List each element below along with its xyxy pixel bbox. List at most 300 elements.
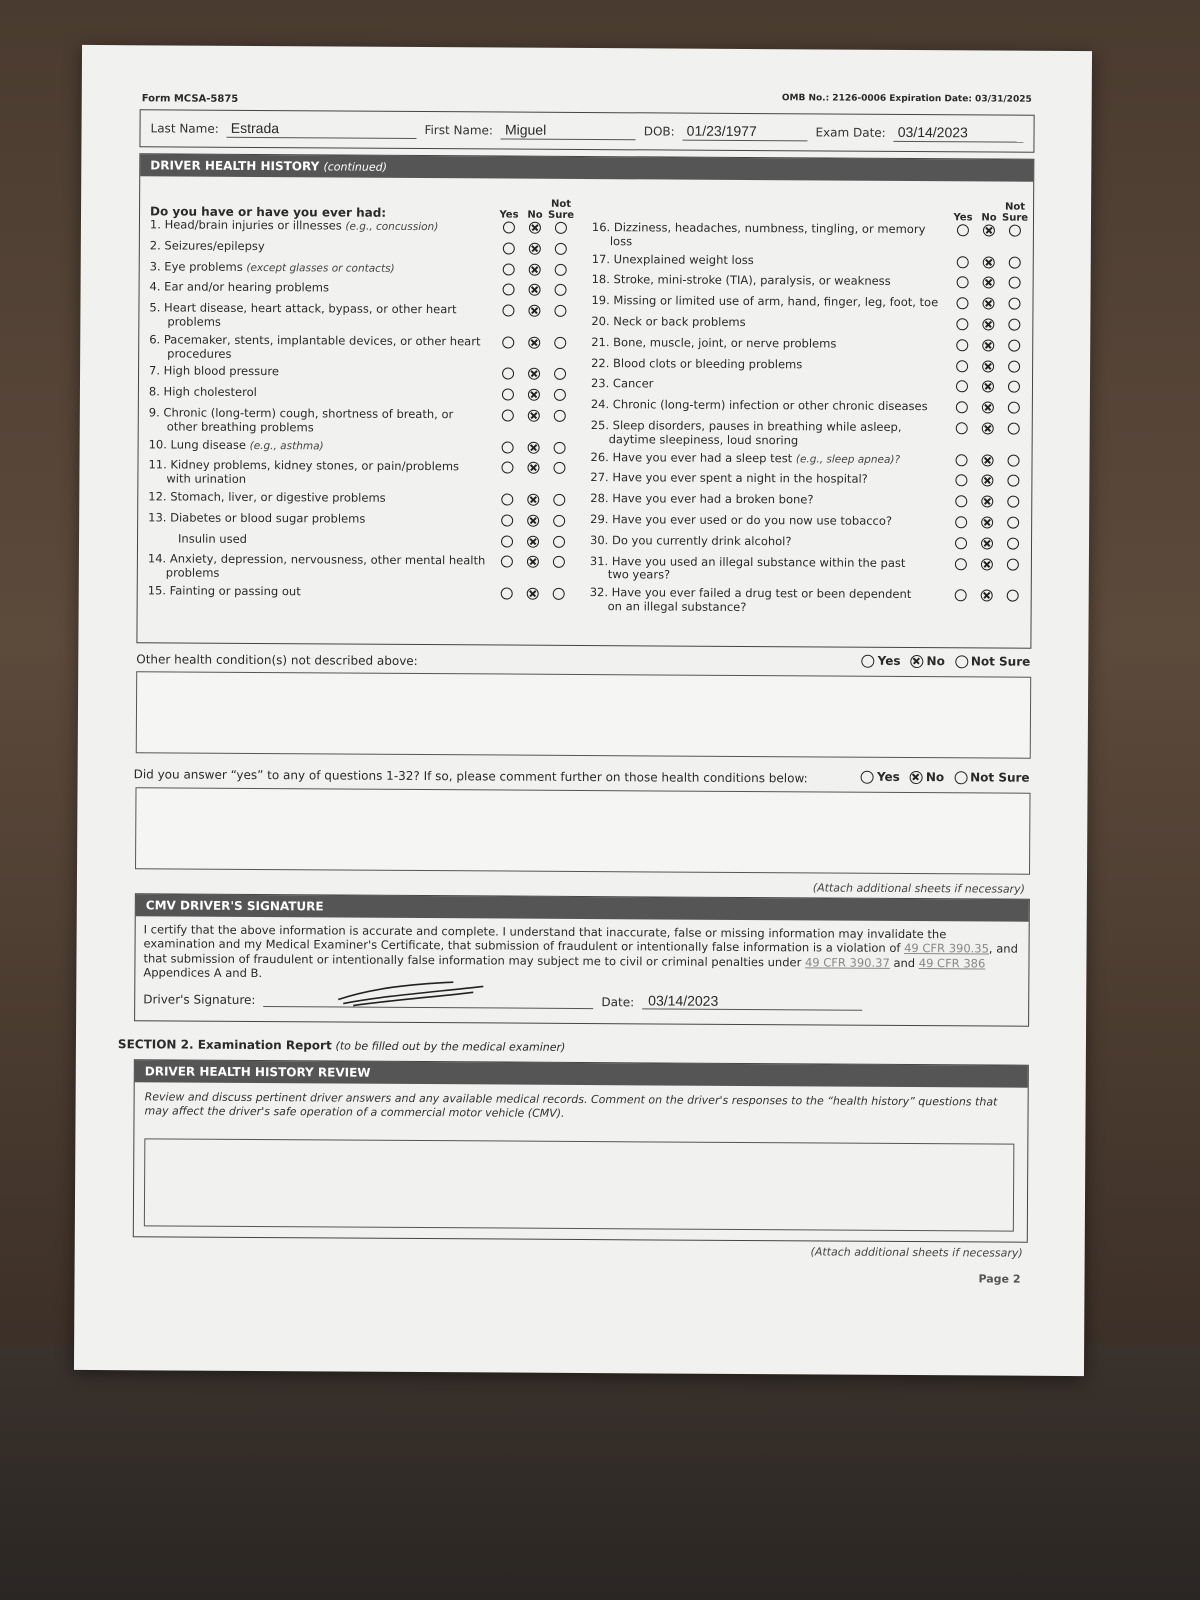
form-page — [74, 45, 1092, 1376]
answer-notsure-radio[interactable] — [1002, 276, 1028, 289]
left-column-header — [146, 182, 574, 221]
question-text: 12. Stomach, liver, or digestive problems — [148, 489, 386, 505]
radio-empty-icon — [955, 475, 967, 487]
question-row — [587, 357, 1027, 373]
cfr-link-386[interactable]: 49 CFR 386 — [918, 955, 986, 971]
other-conditions-options — [862, 654, 1031, 669]
radio-empty-icon — [501, 535, 513, 547]
radio-empty-icon — [956, 360, 968, 372]
question-text: 18. Stroke, mini-stroke (TIA), paralysis, or weakness — [591, 272, 891, 289]
answer-yes-radio[interactable] — [496, 241, 522, 254]
followup-yes-option[interactable]: Yes — [861, 770, 900, 784]
radio-checked-icon — [981, 590, 993, 602]
question-row — [146, 239, 574, 255]
question-text: 13. Diabetes or blood sugar problems — [148, 510, 366, 526]
question-row — [588, 253, 1028, 269]
question-row — [145, 438, 573, 454]
no-header: No — [981, 212, 997, 224]
answer-notsure-radio[interactable] — [546, 493, 572, 506]
question-row — [586, 534, 1026, 550]
radio-empty-icon — [955, 537, 967, 549]
question-text: 30. Do you currently drink alcohol? — [590, 532, 792, 549]
radio-empty-icon — [502, 441, 514, 453]
answer-no-radio[interactable] — [521, 367, 547, 380]
radio-empty-icon — [954, 771, 967, 784]
answer-notsure-radio[interactable] — [548, 283, 574, 296]
answer-yes-radio[interactable] — [495, 304, 521, 317]
radio-empty-icon — [554, 368, 566, 380]
followup-options — [861, 770, 1030, 785]
radio-empty-icon — [503, 263, 515, 275]
radio-checked-icon — [529, 222, 541, 234]
question-text: 24. Chronic (long-term) infection or other chronic diseases — [590, 397, 928, 414]
radio-empty-icon — [955, 655, 968, 668]
section-2-heading: SECTION 2. Examination Report (to be filled out by the medical examiner) — [117, 1037, 566, 1054]
radio-empty-icon — [1008, 298, 1020, 310]
question-text: 29. Have you ever used or do you now use tobacco? — [590, 511, 893, 528]
answer-no-radio[interactable] — [975, 380, 1001, 393]
answer-yes-radio[interactable] — [948, 588, 974, 601]
answer-notsure-radio[interactable] — [1001, 338, 1027, 351]
answer-no-radio[interactable] — [521, 409, 547, 422]
not-sure-header: Not Sure — [1001, 201, 1029, 224]
exam-date-field[interactable]: 03/14/2023 — [894, 124, 1024, 143]
question-row — [586, 513, 1026, 529]
answer-yes-radio[interactable] — [949, 380, 975, 393]
review-attach-note: (Attach additional sheets if necessary) — [810, 1245, 1023, 1260]
radio-empty-icon — [956, 381, 968, 393]
cfr-link-390-35[interactable]: 49 CFR 390.35 — [904, 941, 990, 956]
radio-checked-icon — [527, 588, 539, 600]
answer-yes-radio[interactable] — [494, 534, 520, 547]
cfr-link-390-37[interactable]: 49 CFR 390.37 — [804, 955, 890, 970]
history-right-column — [586, 185, 1029, 620]
radio-checked-icon — [981, 516, 993, 528]
radio-empty-icon — [955, 558, 967, 570]
form-id: Form MCSA-5875 — [141, 93, 239, 105]
radio-checked-icon — [528, 389, 540, 401]
question-row — [587, 451, 1027, 467]
radio-checked-icon — [982, 298, 994, 310]
question-row — [144, 511, 572, 527]
question-text: 26. Have you ever had a sleep test (e.g., sleep apnea)? — [590, 449, 901, 466]
answer-yes-radio[interactable] — [948, 494, 974, 507]
answer-notsure-radio[interactable] — [1001, 318, 1027, 331]
radio-empty-icon — [955, 589, 967, 601]
answer-no-radio[interactable] — [974, 536, 1000, 549]
other-no-option[interactable]: No — [911, 654, 945, 668]
health-history-section — [136, 153, 1034, 648]
question-text: 25. Sleep disorders, pauses in breathing while asleep, daytime sleepiness, loud snoring — [590, 418, 902, 448]
answer-no-radio[interactable] — [522, 283, 548, 296]
radio-empty-icon — [502, 305, 514, 317]
attach-note: (Attach additional sheets if necessary) — [812, 881, 1025, 896]
dob-field[interactable]: 01/23/1977 — [683, 123, 808, 142]
history-prompt: Do you have or have you ever had: — [149, 204, 387, 220]
answer-notsure-radio[interactable] — [1002, 224, 1028, 237]
certification-text: I certify that the above information is accurate and complete. I understand that inaccurate, false or missing information may invalidate the examination and my Medical Examiner's Certificate, that submission of fraudulent or intentionally false information is a violation of 49 CFR 390.35, and that submission of fraudulent or intentionally false information may subject me to civil or criminal penalties under 49 CFR 390.37 and 49 CFR 386 Appendices A and B. — [143, 922, 1018, 981]
answer-yes-radio[interactable] — [495, 335, 521, 348]
history-left-column — [144, 182, 575, 607]
answer-yes-radio[interactable] — [494, 555, 520, 568]
question-row — [586, 492, 1026, 508]
radio-empty-icon — [554, 337, 566, 349]
radio-empty-icon — [555, 263, 567, 275]
question-text: 1. Head/brain injuries or illnesses (e.g., concussion) — [149, 217, 439, 234]
yes-header: Yes — [953, 212, 973, 224]
answer-yes-radio[interactable] — [496, 283, 522, 296]
radio-empty-icon — [1007, 496, 1019, 508]
radio-empty-icon — [553, 556, 565, 568]
radio-empty-icon — [502, 368, 514, 380]
question-row — [586, 471, 1026, 487]
radio-empty-icon — [553, 588, 565, 600]
radio-empty-icon — [956, 339, 968, 351]
radio-empty-icon — [862, 654, 875, 667]
radio-empty-icon — [501, 462, 513, 474]
radio-empty-icon — [1009, 225, 1021, 237]
question-row — [145, 333, 573, 363]
question-row — [587, 294, 1027, 310]
answer-yes-radio[interactable] — [949, 359, 975, 372]
answer-no-radio[interactable] — [975, 338, 1001, 351]
radio-checked-icon — [982, 454, 994, 466]
answer-no-radio[interactable] — [521, 335, 547, 348]
question-row — [587, 315, 1027, 331]
question-row — [146, 281, 574, 297]
radio-checked-icon — [981, 496, 993, 508]
radio-empty-icon — [957, 277, 969, 289]
radio-empty-icon — [553, 515, 565, 527]
answer-notsure-radio[interactable] — [1000, 495, 1026, 508]
review-comments-box[interactable] — [144, 1138, 1015, 1231]
question-text: 5. Heart disease, heart attack, bypass, or other heart problems — [149, 300, 457, 329]
question-row — [145, 365, 573, 381]
answer-notsure-radio[interactable] — [546, 514, 572, 527]
radio-empty-icon — [956, 422, 968, 434]
question-text: 8. High cholesterol — [148, 384, 257, 400]
answer-no-radio[interactable] — [975, 359, 1001, 372]
answer-yes-radio[interactable] — [496, 262, 522, 275]
answer-yes-radio[interactable] — [950, 255, 976, 268]
answer-no-radio[interactable] — [975, 453, 1001, 466]
radio-checked-icon — [911, 655, 924, 668]
question-text: 15. Fainting or passing out — [147, 583, 301, 599]
exam-date-label: Exam Date: — [815, 125, 886, 140]
radio-checked-icon — [528, 441, 540, 453]
question-row — [146, 218, 574, 234]
radio-checked-icon — [910, 770, 923, 783]
radio-empty-icon — [1008, 339, 1020, 351]
signature-label: Driver's Signature: — [143, 991, 256, 1007]
last-name-field[interactable]: Estrada — [227, 120, 417, 139]
first-name-field[interactable]: Miguel — [501, 121, 636, 140]
radio-checked-icon — [981, 475, 993, 487]
answer-no-radio[interactable] — [522, 221, 548, 234]
answer-no-radio[interactable] — [974, 515, 1000, 528]
yes-header: Yes — [499, 209, 519, 221]
answer-yes-radio[interactable] — [948, 474, 974, 487]
radio-checked-icon — [529, 263, 541, 275]
dob-label: DOB: — [643, 124, 675, 139]
radio-empty-icon — [861, 770, 874, 783]
radio-checked-icon — [528, 336, 540, 348]
question-text: 7. High blood pressure — [149, 363, 280, 379]
answer-yes-radio[interactable] — [949, 338, 975, 351]
no-header: No — [527, 209, 543, 221]
answer-no-radio[interactable] — [974, 474, 1000, 487]
radio-empty-icon — [1008, 454, 1020, 466]
answer-notsure-radio[interactable] — [1002, 255, 1028, 268]
answer-yes-radio[interactable] — [948, 557, 974, 570]
radio-checked-icon — [981, 558, 993, 570]
radio-empty-icon — [502, 409, 514, 421]
question-row — [586, 555, 1026, 585]
radio-empty-icon — [501, 493, 513, 505]
answer-no-radio[interactable] — [520, 534, 546, 547]
question-text: 4. Ear and/or hearing problems — [149, 279, 330, 295]
radio-checked-icon — [982, 339, 994, 351]
answer-no-radio[interactable] — [520, 555, 546, 568]
question-row — [144, 584, 572, 600]
question-text: 9. Chronic (long-term) cough, shortness of breath, or other breathing problems — [148, 405, 454, 435]
followup-label: Did you answer “yes” to any of questions 1-32? If so, please comment further on those health conditions below: — [133, 767, 808, 786]
question-text: 31. Have you used an illegal substance within the past two years? — [589, 553, 906, 582]
answer-notsure-radio[interactable] — [548, 221, 574, 234]
answer-notsure-radio[interactable] — [547, 388, 573, 401]
answer-notsure-radio[interactable] — [1000, 557, 1026, 570]
followup-textbox[interactable] — [135, 787, 1030, 874]
radio-checked-icon — [527, 556, 539, 568]
radio-empty-icon — [555, 284, 567, 296]
signature-title: CMV DRIVER'S SIGNATURE — [136, 894, 1029, 921]
radio-empty-icon — [957, 224, 969, 236]
answer-yes-radio[interactable] — [495, 408, 521, 421]
answer-no-radio[interactable] — [976, 255, 1002, 268]
question-row — [144, 553, 572, 583]
question-text: 22. Blood clots or bleeding problems — [591, 355, 803, 371]
radio-empty-icon — [1008, 319, 1020, 331]
radio-empty-icon — [956, 297, 968, 309]
question-text: 3. Eye problems (except glasses or contacts) — [149, 258, 395, 275]
radio-checked-icon — [983, 256, 995, 268]
radio-empty-icon — [955, 495, 967, 507]
omb-number: OMB No.: 2126-0006 Expiration Date: 03/31/2025 — [781, 93, 1032, 105]
radio-empty-icon — [955, 516, 967, 528]
answer-notsure-radio[interactable] — [1001, 422, 1027, 435]
answer-no-radio[interactable] — [974, 557, 1000, 570]
answer-yes-radio[interactable] — [495, 440, 521, 453]
radio-empty-icon — [554, 410, 566, 422]
question-row — [587, 377, 1027, 393]
answer-no-radio[interactable] — [522, 241, 548, 254]
question-text: 21. Bone, muscle, joint, or nerve problems — [591, 334, 837, 351]
answer-notsure-radio[interactable] — [547, 440, 573, 453]
answer-notsure-radio[interactable] — [1001, 359, 1027, 372]
question-text: 32. Have you ever failed a drug test or been dependent on an illegal substance? — [589, 585, 912, 614]
radio-empty-icon — [1008, 381, 1020, 393]
question-text: 17. Unexplained weight loss — [591, 251, 754, 267]
radio-empty-icon — [503, 222, 515, 234]
radio-checked-icon — [529, 284, 541, 296]
page-number: Page 2 — [978, 1272, 1021, 1286]
answer-yes-radio[interactable] — [948, 536, 974, 549]
answer-no-radio[interactable] — [975, 401, 1001, 414]
answer-no-radio[interactable] — [521, 388, 547, 401]
question-row — [587, 336, 1027, 352]
radio-empty-icon — [1009, 277, 1021, 289]
radio-empty-icon — [1007, 558, 1019, 570]
question-row — [144, 532, 572, 548]
radio-empty-icon — [957, 256, 969, 268]
answer-yes-radio[interactable] — [494, 492, 520, 505]
signature-date-field[interactable]: 03/14/2023 — [642, 992, 862, 1010]
answer-notsure-radio[interactable] — [1001, 380, 1027, 393]
answer-yes-radio[interactable] — [494, 586, 520, 599]
radio-empty-icon — [501, 556, 513, 568]
question-row — [145, 385, 573, 401]
answer-no-radio[interactable] — [520, 513, 546, 526]
radio-empty-icon — [1007, 590, 1019, 602]
answer-no-radio[interactable] — [976, 223, 1002, 236]
health-history-title: DRIVER HEALTH HISTORY (continued) — [140, 154, 1033, 181]
question-text: 10. Lung disease (e.g., asthma) — [148, 436, 324, 452]
radio-empty-icon — [553, 462, 565, 474]
question-text: 19. Missing or limited use of arm, hand, finger, leg, foot, toe — [591, 293, 939, 310]
question-text: 16. Dizziness, headaches, numbness, tingling, or memory loss — [591, 220, 926, 249]
radio-empty-icon — [1008, 360, 1020, 372]
answer-notsure-radio[interactable] — [1001, 401, 1027, 414]
radio-empty-icon — [553, 494, 565, 506]
answer-no-radio[interactable] — [976, 276, 1002, 289]
signature-field[interactable] — [263, 985, 593, 1009]
radio-empty-icon — [1009, 256, 1021, 268]
review-title: DRIVER HEALTH HISTORY REVIEW — [135, 1060, 1028, 1087]
answer-yes-radio[interactable] — [949, 296, 975, 309]
radio-empty-icon — [503, 284, 515, 296]
radio-empty-icon — [555, 222, 567, 234]
answer-no-radio[interactable] — [521, 440, 547, 453]
answer-yes-radio[interactable] — [495, 388, 521, 401]
answer-yes-radio[interactable] — [950, 223, 976, 236]
right-column-header — [588, 185, 1028, 224]
answer-yes-radio[interactable] — [496, 220, 522, 233]
question-row — [587, 419, 1027, 449]
answer-yes-radio[interactable] — [948, 515, 974, 528]
followup-no-option[interactable]: No — [910, 770, 944, 784]
other-conditions-textbox[interactable] — [136, 671, 1031, 758]
radio-empty-icon — [503, 242, 515, 254]
radio-empty-icon — [956, 401, 968, 413]
radio-checked-icon — [528, 368, 540, 380]
question-row — [145, 406, 573, 436]
answer-yes-radio[interactable] — [494, 461, 520, 474]
radio-empty-icon — [502, 336, 514, 348]
radio-empty-icon — [1007, 537, 1019, 549]
radio-checked-icon — [527, 494, 539, 506]
answer-notsure-radio[interactable] — [1000, 589, 1026, 602]
radio-checked-icon — [528, 410, 540, 422]
answer-notsure-radio[interactable] — [547, 367, 573, 380]
question-row — [588, 273, 1028, 289]
answer-no-radio[interactable] — [520, 493, 546, 506]
radio-empty-icon — [1008, 402, 1020, 414]
answer-notsure-radio[interactable] — [547, 409, 573, 422]
followup-not-sure-option[interactable]: Not Sure — [954, 770, 1030, 784]
answer-notsure-radio[interactable] — [1001, 453, 1027, 466]
radio-checked-icon — [528, 305, 540, 317]
answer-no-radio[interactable] — [520, 461, 546, 474]
radio-empty-icon — [555, 243, 567, 255]
radio-checked-icon — [527, 462, 539, 474]
radio-checked-icon — [981, 537, 993, 549]
question-row — [586, 586, 1026, 616]
answer-no-radio[interactable] — [521, 304, 547, 317]
answer-yes-radio[interactable] — [949, 453, 975, 466]
radio-checked-icon — [982, 422, 994, 434]
answer-yes-radio[interactable] — [494, 513, 520, 526]
answer-no-radio[interactable] — [975, 297, 1001, 310]
answer-no-radio[interactable] — [975, 317, 1001, 330]
radio-checked-icon — [527, 514, 539, 526]
answer-no-radio[interactable] — [975, 421, 1001, 434]
other-conditions-label: Other health condition(s) not described above: — [136, 652, 418, 668]
question-row — [145, 302, 573, 332]
answer-notsure-radio[interactable] — [548, 262, 574, 275]
radio-empty-icon — [1007, 475, 1019, 487]
answer-no-radio[interactable] — [522, 262, 548, 275]
handwritten-signature-icon — [333, 977, 493, 1008]
question-row — [587, 398, 1027, 414]
answer-notsure-radio[interactable] — [547, 304, 573, 317]
answer-no-radio[interactable] — [520, 587, 546, 600]
answer-notsure-radio[interactable] — [1000, 536, 1026, 549]
answer-notsure-radio[interactable] — [546, 555, 572, 568]
answer-yes-radio[interactable] — [950, 276, 976, 289]
answer-notsure-radio[interactable] — [1001, 297, 1027, 310]
radio-empty-icon — [956, 454, 968, 466]
answer-yes-radio[interactable] — [949, 400, 975, 413]
radio-checked-icon — [529, 242, 541, 254]
question-row — [588, 221, 1028, 251]
radio-checked-icon — [982, 402, 994, 414]
answer-notsure-radio[interactable] — [548, 242, 574, 255]
radio-empty-icon — [553, 535, 565, 547]
health-history-review-section — [133, 1059, 1029, 1242]
answer-yes-radio[interactable] — [949, 317, 975, 330]
other-yes-option[interactable]: Yes — [862, 654, 901, 668]
answer-notsure-radio[interactable] — [546, 461, 572, 474]
question-row — [144, 490, 572, 506]
answer-notsure-radio[interactable] — [547, 336, 573, 349]
answer-notsure-radio[interactable] — [546, 534, 572, 547]
answer-yes-radio[interactable] — [495, 367, 521, 380]
question-text: 23. Cancer — [590, 376, 654, 391]
answer-yes-radio[interactable] — [949, 421, 975, 434]
question-row — [144, 459, 572, 489]
question-text: 27. Have you ever spent a night in the hospital? — [590, 470, 868, 487]
not-sure-header: Not Sure — [547, 198, 575, 221]
answer-no-radio[interactable] — [974, 589, 1000, 602]
answer-no-radio[interactable] — [974, 495, 1000, 508]
answer-notsure-radio[interactable] — [1000, 515, 1026, 528]
right-question-list — [586, 221, 1028, 616]
question-text: 20. Neck or back problems — [591, 314, 746, 329]
answer-notsure-radio[interactable] — [546, 587, 572, 600]
answer-notsure-radio[interactable] — [1000, 474, 1026, 487]
other-not-sure-option[interactable]: Not Sure — [955, 654, 1031, 668]
radio-checked-icon — [527, 535, 539, 547]
